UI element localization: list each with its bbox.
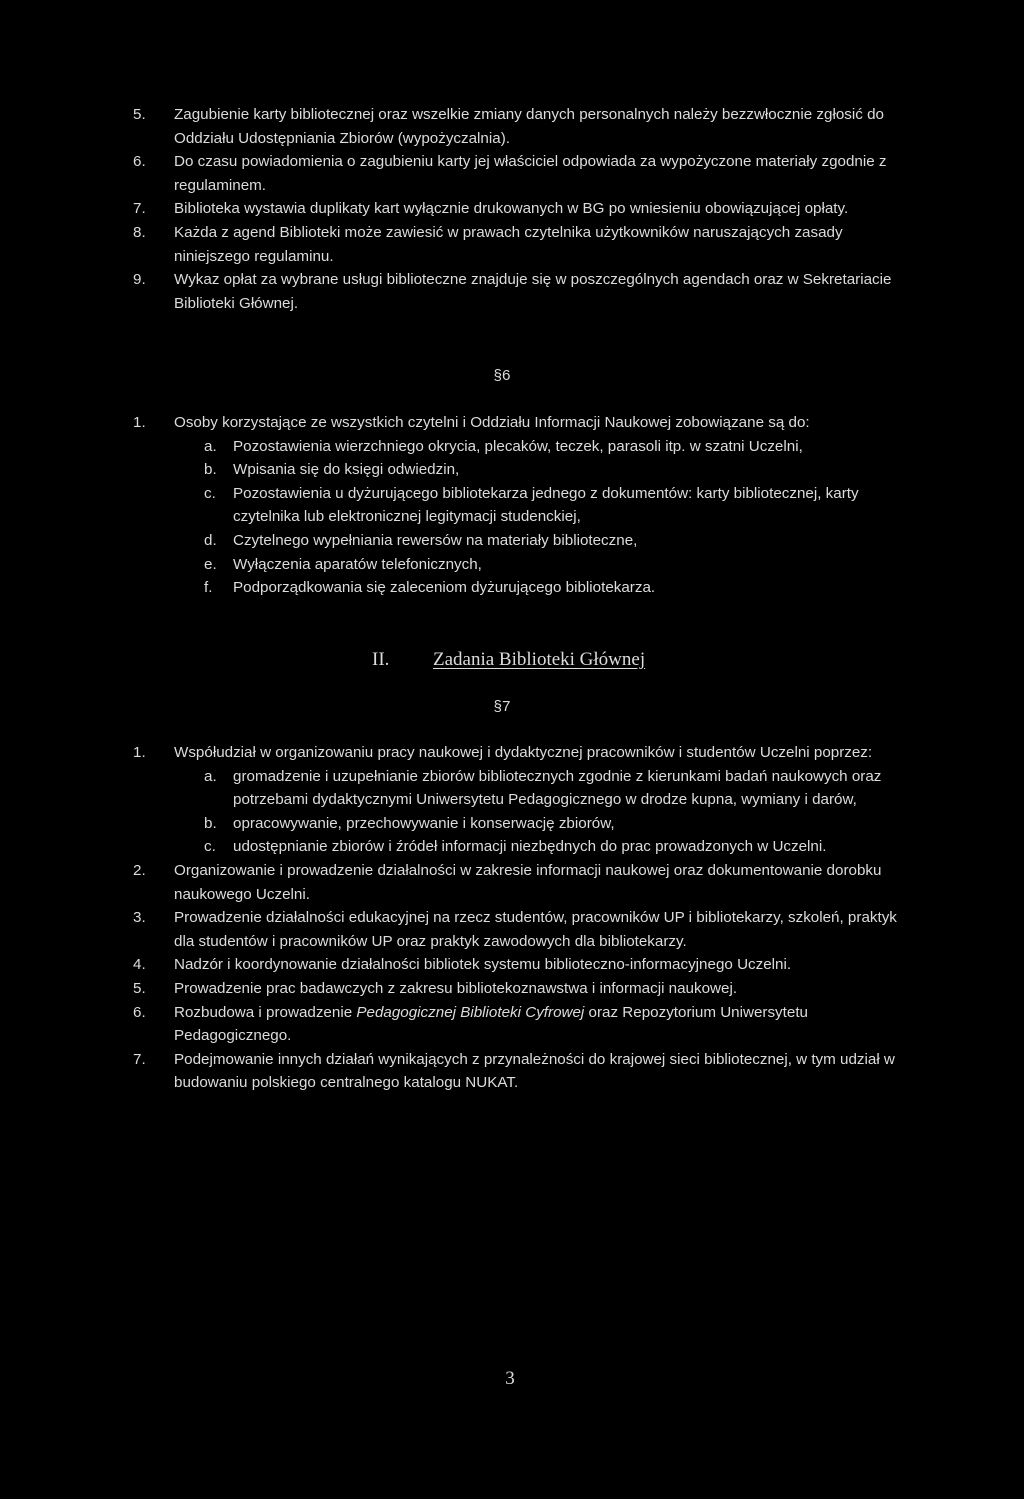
item-number: 5. [133,106,146,123]
sub-item-text: Wpisania się do księgi odwiedzin, [233,461,460,479]
item-text: Zagubienie karty bibliotecznej oraz wszelkie zmiany danych personalnych należy bezzwłocznie zgłosić do Oddziału Udostępniania Zbiorów (wypożyczalnia). [174,106,884,147]
item-number: 1. [133,414,146,431]
sub-item-letter: b. [204,814,217,832]
list-item [133,150,913,197]
sub-item-text: Czytelnego wypełniania rewersów na materiały biblioteczne, [233,531,638,549]
sub-item-letter: c. [204,484,216,502]
sub-item [133,576,913,600]
chapter-heading [372,648,645,672]
list-item [133,197,913,221]
sub-item-letter: b. [204,461,217,479]
list-item [133,221,913,268]
item-text: Do czasu powiadomienia o zagubieniu karty jej właściciel odpowiada za wypożyczone materiały zgodnie z regulaminem. [174,153,887,194]
item-text: Wykaz opłat za wybrane usługi biblioteczne znajduje się w poszczególnych agendach oraz w Sekretariacie Biblioteki Głównej. [174,271,892,312]
sub-item-text: Podporządkowania się zaleceniom dyżurującego bibliotekarza. [233,579,656,597]
section-6-content [133,411,913,600]
section-mark-7: §7 [493,698,511,715]
item-text: Podejmowanie innych działań wynikających z przynależności do krajowej sieci bibliotecznej, w tym udział w budowaniu polskiego centralnego katalogu NUKAT. [174,1050,895,1092]
item-text-pre: Rozbudowa i prowadzenie [174,1003,357,1021]
section-mark-6: §6 [493,367,511,384]
list-item [133,953,913,977]
item-text-italic: Pedagogicznej Biblioteki Cyfrowej [356,1003,585,1021]
item-text: Prowadzenie prac badawczych z zakresu bibliotekoznawstwa i informacji naukowej. [174,979,738,997]
sub-item [133,553,913,577]
sub-item [133,765,913,812]
item-number: 8. [133,223,146,241]
item-number: 3. [133,909,146,927]
item-number: 5. [133,979,146,997]
item-number: 6. [133,153,146,171]
item-number: 2. [133,861,146,879]
sub-item-letter: e. [204,555,217,573]
sub-item [133,482,913,529]
sub-item [133,529,913,553]
list-item [133,906,913,953]
sub-item-text: opracowywanie, przechowywanie i konserwację zbiorów, [233,814,615,832]
item-number: 1. [133,744,146,761]
list-item [133,741,913,765]
sub-item [133,458,913,482]
sub-item [133,812,913,836]
list-item [133,1001,913,1048]
chapter-number: II. [372,649,390,670]
sub-item-letter: c. [204,838,216,856]
list-item [133,859,913,906]
item-number: 6. [133,1003,146,1021]
item-text: Prowadzenie działalności edukacyjnej na rzecz studentów, pracowników UP i bibliotekarzy, szkoleń, praktyk dla studentów i pracowników UP oraz praktyk zawodowych dla bibliotekarzy. [174,909,897,950]
item-text: Współudział w organizowaniu pracy naukowej i dydaktycznej pracowników i studentów Uczelni poprzez: [174,744,873,761]
list-item [133,268,913,315]
item-number: 9. [133,271,146,289]
item-text: Organizowanie i prowadzenie działalności w zakresie informacji naukowej oraz dokumentowanie dorobku naukowego Uczelni. [174,861,882,903]
item-number: 7. [133,1050,146,1068]
item-text: Osoby korzystające ze wszystkich czytelni i Oddziału Informacji Naukowej zobowiązane są do: [174,414,810,431]
list-item [133,1048,913,1095]
sub-item-text: Pozostawienia wierzchniego okrycia, plecaków, teczek, parasoli itp. w szatni Uczelni, [233,437,803,455]
sub-item-text: gromadzenie i uzupełnianie zbiorów bibliotecznych zgodnie z kierunkami badań naukowych oraz potrzebami dydaktycznymi Uniwersytetu Pedagogicznego w drodze kupna, wymiany i darów, [233,767,882,809]
sub-item [133,435,913,459]
item-text-post: oraz Repozytorium Uniwersytetu Pedagogicznego. [174,1003,808,1045]
list-top [133,103,913,315]
list-item [133,977,913,1001]
sub-item [133,835,913,859]
item-text: Nadzór i koordynowanie działalności bibliotek systemu biblioteczno-informacyjnego Uczelni. [174,956,792,974]
sub-item-text: udostępnianie zbiorów i źródeł informacji niezbędnych do prac prowadzonych w Uczelni. [233,838,827,856]
sub-item-letter: a. [204,437,217,455]
sub-item-text: Pozostawienia u dyżurującego bibliotekarza jednego z dokumentów: karty bibliotecznej, karty czytelnika lub elektronicznej legitymacji studenckiej, [233,484,859,526]
page-number: 3 [505,1368,515,1389]
item-number: 4. [133,956,146,974]
list-item [133,411,913,435]
item-number: 7. [133,200,146,218]
sub-item-letter: d. [204,531,217,549]
sub-item-letter: a. [204,767,217,785]
sub-item-letter: f. [204,579,213,597]
chapter-title: Zadania Biblioteki Głównej [433,649,646,670]
sub-item-text: Wyłączenia aparatów telefonicznych, [233,555,482,573]
list-item [133,103,913,150]
item-text: Każda z agend Biblioteki może zawiesić w prawach czytelnika użytkowników naruszających zasady niniejszego regulaminu. [174,223,843,265]
section-7-content [133,741,913,1095]
item-text: Biblioteka wystawia duplikaty kart wyłącznie drukowanych w BG po wniesieniu obowiązującej opłaty. [174,200,849,218]
